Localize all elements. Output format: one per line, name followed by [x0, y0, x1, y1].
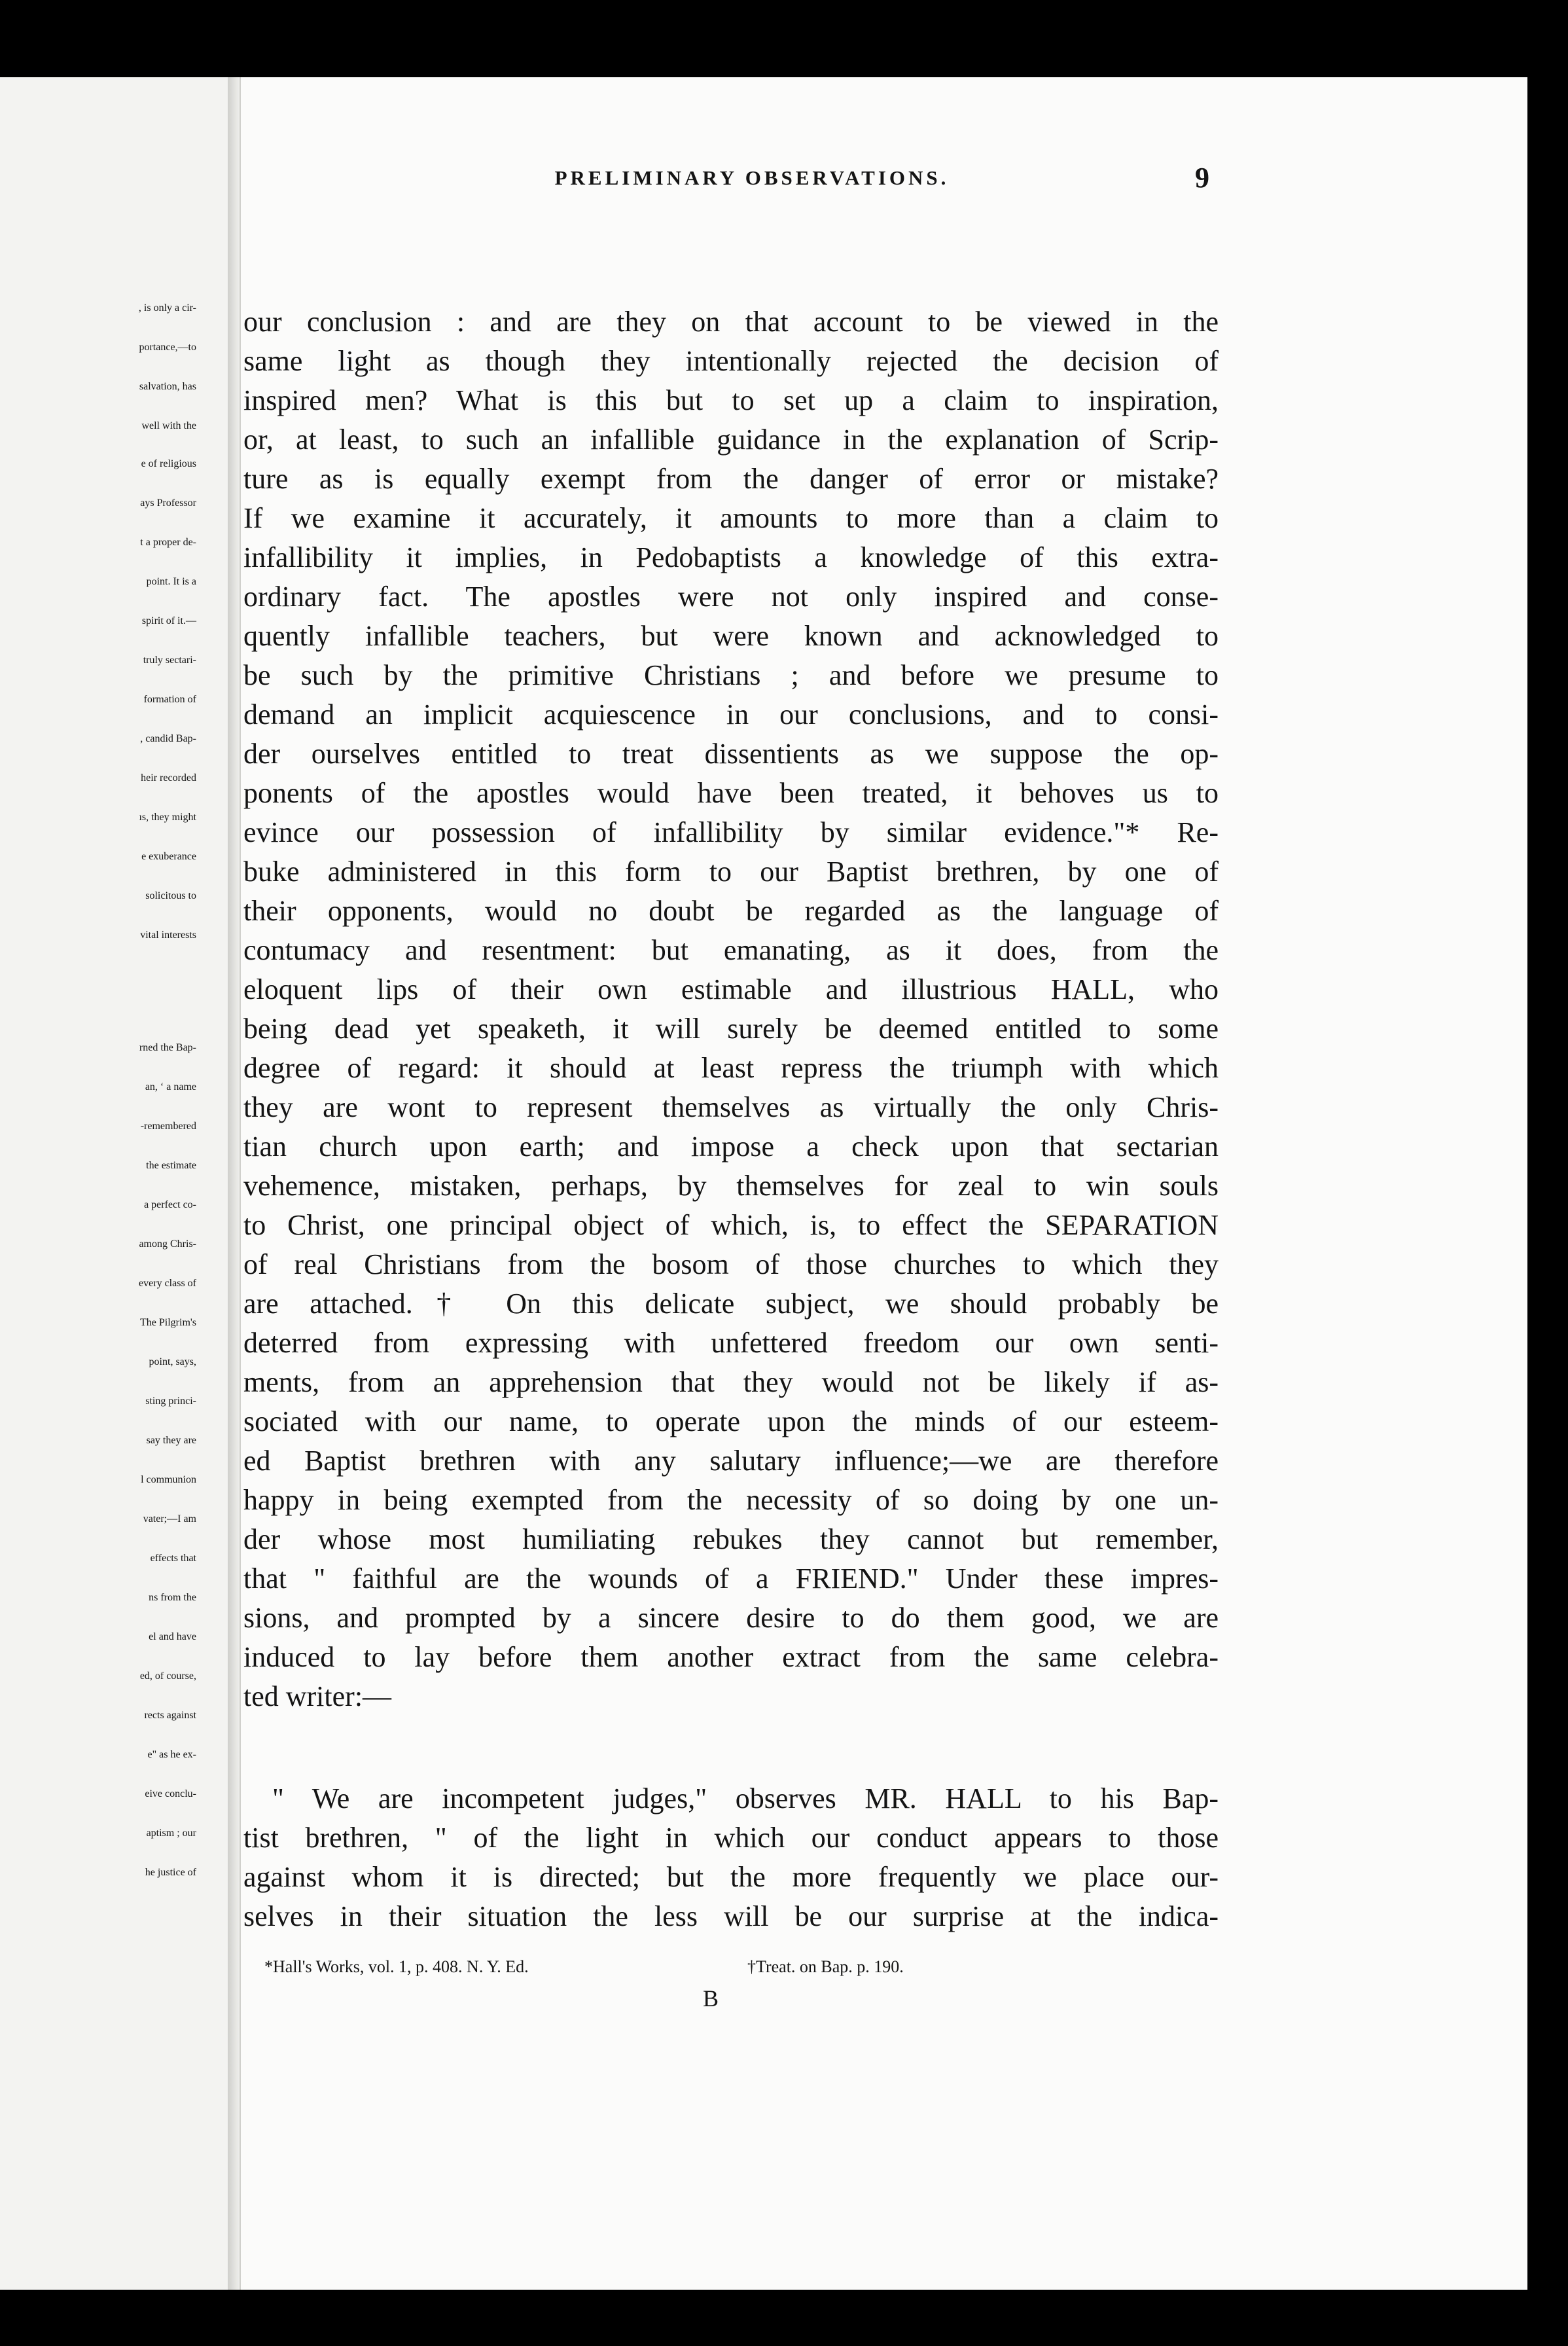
facing-page-line: rned the Bap- [139, 1042, 196, 1053]
text-line: degree of regard: it should at least repress the triumph with which [243, 1052, 1219, 1084]
text-line: happy in being exempted from the necessity of so doing by one un- [243, 1484, 1219, 1516]
text-line: ture as is equally exempt from the danger of error or mistake? [243, 463, 1219, 495]
facing-page-line: point. It is a [146, 576, 196, 587]
text-line: our conclusion : and are they on that account to be viewed in the [243, 306, 1219, 338]
facing-page-line: he justice of [145, 1867, 196, 1878]
text-line: " We are incompetent judges," observes MR. HALL to his Bap- [272, 1782, 1219, 1814]
facing-page-line: formation of [143, 694, 196, 705]
text-line: infallibility it implies, in Pedobaptists a knowledge of this extra- [243, 541, 1219, 573]
facing-page-line: every class of [139, 1278, 196, 1289]
facing-page-line: vital interests [140, 929, 196, 941]
text-line: der ourselves entitled to treat dissentients as we suppose the op- [243, 738, 1219, 770]
text-line: deterred from expressing with unfettered freedom our own senti- [243, 1327, 1219, 1359]
text-line: ed Baptist brethren with any salutary influence;—we are therefore [243, 1445, 1219, 1477]
text-line: ted writer:— [243, 1680, 392, 1712]
facing-page-line: The Pilgrim's [140, 1317, 196, 1328]
facing-page-line: salvation, has [139, 381, 196, 392]
text-line: induced to lay before them another extract from the same celebra- [243, 1641, 1219, 1673]
facing-page-line: -remembered [140, 1121, 196, 1132]
facing-page-line: well with the [141, 420, 196, 431]
text-line: quently infallible teachers, but were known and acknowledged to [243, 620, 1219, 652]
facing-page-line: ıs, they might [139, 812, 196, 823]
facing-page-line: ays Professor [140, 497, 196, 509]
facing-page-line: portance,—to [139, 342, 196, 353]
facing-page-left [0, 77, 228, 2290]
signature-mark: B [703, 1985, 719, 2012]
facing-page-line: effects that [150, 1553, 196, 1564]
facing-page-line: aptism ; our [146, 1828, 196, 1839]
text-line: evince our possession of infallibility by similar evidence."* Re- [243, 816, 1219, 848]
facing-page-line: e" as he ex- [147, 1749, 196, 1760]
facing-page-line: the estimate [146, 1160, 196, 1171]
text-line: of real Christians from the bosom of those churches to which they [243, 1248, 1219, 1280]
text-line: are attached.† On this delicate subject, we should probably be [243, 1288, 1219, 1320]
text-line: they are wont to represent themselves as virtually the only Chris- [243, 1091, 1219, 1123]
facing-page-line: say they are [146, 1435, 196, 1446]
text-line: sions, and prompted by a sincere desire to do them good, we are [243, 1602, 1219, 1634]
text-line: If we examine it accurately, it amounts to more than a claim to [243, 502, 1219, 534]
text-line: tist brethren, " of the light in which our conduct appears to those [243, 1822, 1219, 1854]
text-line: same light as though they intentionally rejected the decision of [243, 345, 1219, 377]
running-head: PRELIMINARY OBSERVATIONS. [554, 166, 950, 189]
text-line: their opponents, would no doubt be regarded as the language of [243, 895, 1219, 927]
facing-page-line: sting princi- [145, 1396, 196, 1407]
facing-page-line: an, ‘ a name [145, 1081, 196, 1092]
text-line: eloquent lips of their own estimable and illustrious HALL, who [243, 973, 1219, 1005]
facing-page-line: , candid Bap- [140, 733, 196, 744]
facing-page-line: truly sectari- [143, 655, 196, 666]
facing-page-line: e exuberance [141, 851, 196, 862]
text-line: demand an implicit acquiescence in our conclusions, and to consi- [243, 698, 1219, 731]
text-line: to Christ, one principal object of which, is, to effect the SEPARATION [243, 1209, 1219, 1241]
text-line: ponents of the apostles would have been treated, it behoves us to [243, 777, 1219, 809]
text-line: inspired men? What is this but to set up a claim to inspiration, [243, 384, 1219, 416]
page-number: 9 [1195, 162, 1209, 194]
facing-page-line: among Chris- [139, 1238, 196, 1250]
facing-page-line: heir recorded [141, 772, 196, 784]
facing-page-line: ns from the [149, 1592, 196, 1603]
text-line: vehemence, mistaken, perhaps, by themselves for zeal to win souls [243, 1170, 1219, 1202]
facing-page-line: e of religious [141, 458, 196, 469]
text-line: being dead yet speaketh, it will surely be deemed entitled to some [243, 1013, 1219, 1045]
text-line: against whom it is directed; but the more frequently we place our- [243, 1861, 1219, 1893]
facing-page-line: ed, of course, [139, 1670, 196, 1682]
text-line: contumacy and resentment: but emanating, as it does, from the [243, 934, 1219, 966]
facing-page-line: vater;—I am [143, 1513, 196, 1525]
facing-page-line: a perfect co- [144, 1199, 196, 1210]
footnote-treatise: †Treat. on Bap. p. 190. [747, 1957, 904, 1976]
text-line: ordinary fact. The apostles were not only inspired and conse- [243, 581, 1219, 613]
facing-page-line: el and have [149, 1631, 196, 1642]
facing-page-line: l communion [141, 1474, 196, 1485]
facing-page-line: , is only a cir- [138, 302, 196, 314]
facing-page-line: spirit of it.— [141, 615, 196, 626]
facing-page-line: rects against [144, 1710, 196, 1721]
text-line: ments, from an apprehension that they would not be likely if as- [243, 1366, 1219, 1398]
text-line: be such by the primitive Christians ; and before we presume to [243, 659, 1219, 691]
footnote-hall-works: *Hall's Works, vol. 1, p. 408. N. Y. Ed. [264, 1957, 529, 1976]
facing-page-line: point, says, [149, 1356, 196, 1367]
facing-page-line: eive conclu- [145, 1788, 196, 1799]
text-line: buke administered in this form to our Baptist brethren, by one of [243, 856, 1219, 888]
text-line: sociated with our name, to operate upon the minds of our esteem- [243, 1405, 1219, 1437]
text-line: that " faithful are the wounds of a FRIEND." Under these impres- [243, 1562, 1219, 1595]
text-line: der whose most humiliating rebukes they cannot but remember, [243, 1523, 1219, 1555]
facing-page-line: solicitous to [145, 890, 196, 901]
text-line: tian church upon earth; and impose a check upon that sectarian [243, 1130, 1219, 1163]
facing-page-line: t a proper de- [140, 537, 196, 548]
text-line: or, at least, to such an infallible guidance in the explanation of Scrip- [243, 424, 1219, 456]
text-line: selves in their situation the less will be our surprise at the indica- [243, 1900, 1219, 1932]
